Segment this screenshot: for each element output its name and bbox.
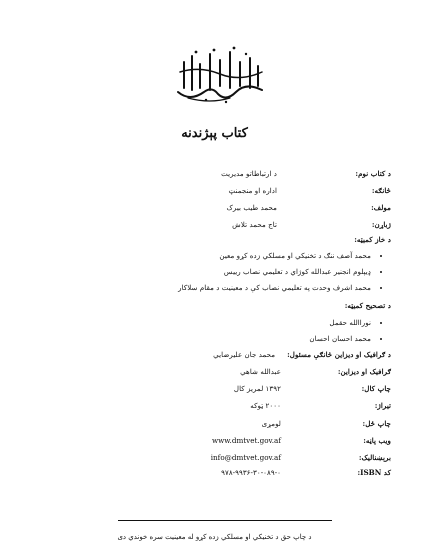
editors-list (178, 248, 389, 296)
editors-heading-row (354, 235, 391, 244)
print-year-row (234, 384, 391, 393)
editors-heading: د خاز كميټه: (354, 235, 391, 244)
print-run-row (250, 401, 391, 410)
graphic-value: عبدالله شاهي (240, 367, 281, 376)
email-row (211, 453, 391, 462)
bismillah-calligraphy-logo (170, 42, 270, 106)
translator-label: ژباړن: (371, 220, 391, 229)
page-title: كتاب پېژندنه (181, 126, 248, 141)
email-link[interactable]: info@dmtvet.gov.af (210, 453, 281, 462)
graphic-lead-label: د ګرافيک او ديزاين څانګې مسئول: (287, 350, 391, 359)
list-item: • محمد احسان احسان (309, 331, 371, 347)
footer-divider (118, 520, 332, 521)
book-name-row (221, 169, 391, 178)
book-name-value: د ارتباطاتو مديريت (221, 169, 277, 178)
department-value: اداره او منجمنټ (228, 186, 277, 195)
print-year-value: ۱۳۹۲ لمريز كال (233, 384, 281, 393)
graphic-label: ګرافيک او ديزاين: (337, 367, 391, 376)
print-year-label: چاپ كال: (361, 384, 391, 393)
list-item: • محمد اشرف وحدت په تعليمي نصاب کې د معينيت د مقام سلاکار (178, 280, 371, 296)
copyright-footer (0, 524, 429, 543)
copyright-text: د چاپ حق د تخنيکي او مسلکي زده کړو له معينيت سره خوندي دی (117, 533, 312, 541)
book-name-label: د كتاب نوم: (355, 169, 391, 178)
website-row (212, 436, 391, 445)
translator-value: تاج محمد تلاش (232, 220, 277, 229)
isbn-label: کد ISBN: (357, 468, 391, 477)
edition-value: لومړی (261, 419, 281, 428)
website-link[interactable]: www.dmtvet.gov.af (211, 436, 281, 445)
print-run-label: تيراژ: (374, 401, 391, 410)
translator-row (232, 220, 391, 229)
graphic-lead-row (213, 350, 391, 359)
correction-heading-row (345, 301, 391, 310)
website-label: ويب پاڼه: (363, 436, 391, 445)
list-item: • نوراالله حقمل (309, 315, 371, 331)
department-row (228, 186, 391, 195)
isbn-value: ۹۷۸-۹۹۳۶-۳۰-۰۸۹-۰ (221, 468, 281, 477)
edition-label: چاپ ځل: (362, 419, 391, 428)
author-label: مولف: (371, 203, 391, 212)
graphic-lead-value: محمد جان عليرضايي (213, 350, 276, 359)
department-label: څانګه: (371, 186, 391, 195)
correction-heading: د تصحيح كميټه: (344, 301, 391, 310)
print-run-value: ۲۰۰۰ ټوكه (250, 401, 281, 410)
isbn-row (221, 468, 391, 477)
list-item: • محمد آصف ننګ د تخنيکي او مسلکي زده کړو معين (178, 248, 371, 264)
correction-list (309, 315, 389, 347)
author-value: محمد طيب بيرک (226, 203, 277, 212)
graphic-row (240, 367, 391, 376)
list-item: • ډيپلوم انجنير عبدالله کوژاي د تعليمي نصاب رييس (178, 264, 371, 280)
author-row (226, 203, 391, 212)
edition-row (262, 419, 391, 428)
email-label: برېښناليک: (358, 453, 391, 462)
